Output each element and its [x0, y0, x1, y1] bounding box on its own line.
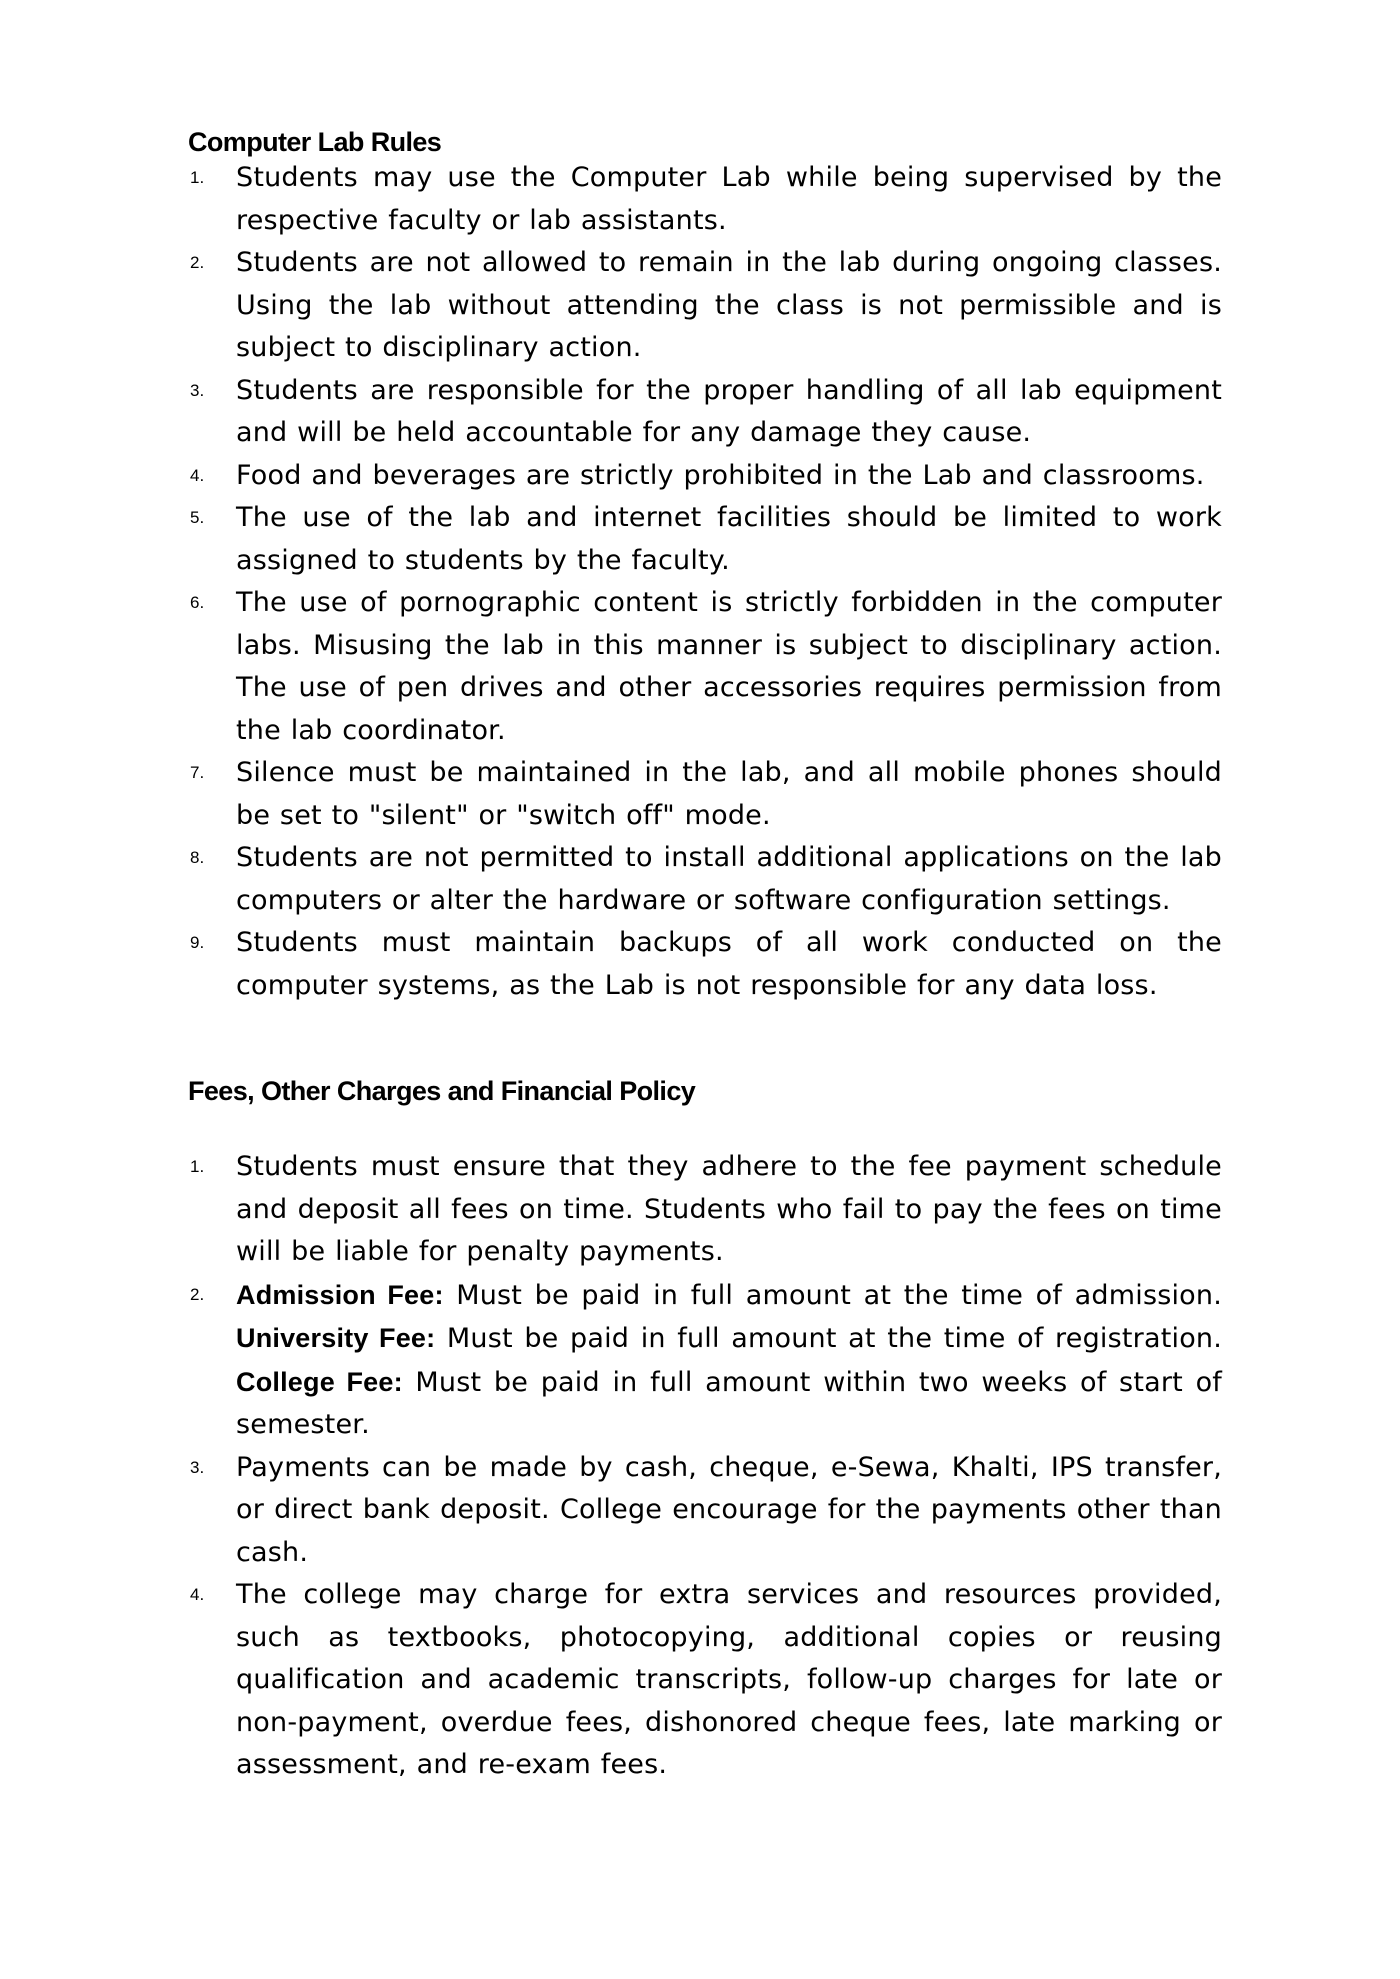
item-number: 5.: [190, 508, 205, 527]
item-number: 9.: [190, 933, 205, 952]
item-number: 3.: [190, 380, 205, 400]
item-number: 2.: [190, 1284, 205, 1304]
item-text: Students are not permitted to install additional applications on the lab computers or alter the hardware or software configuration settings.: [236, 842, 1222, 916]
item-text: Food and beverages are strictly prohibited in the Lab and classrooms.: [236, 459, 1205, 491]
item-text: The use of pornographic content is strictly forbidden in the computer labs. Misusing the lab in this manner is subject to disciplinary action. The use of pen drives and other accessories requires permission from the lab coordinator.: [236, 587, 1222, 746]
college-fee-label: College Fee:: [236, 1366, 403, 1397]
list-item: [0, 157, 1400, 242]
list-item: [0, 922, 1400, 1007]
list-item: [0, 370, 1400, 455]
university-fee-text: Must be paid in full amount at the time of registration.: [435, 1323, 1223, 1354]
item-number: 1.: [190, 168, 205, 187]
item-text: Students must ensure that they adhere to the fee payment schedule and deposit all fees on time. Students who fail to pay the fees on time will be liable for penalty payments.: [236, 1151, 1222, 1267]
item-text: The use of the lab and internet facilities should be limited to work assigned to students by the faculty.: [236, 502, 1222, 576]
list-item: [0, 1447, 1400, 1575]
item-text: Students may use the Computer Lab while being supervised by the respective faculty or lab assistants.: [236, 162, 1222, 236]
item-number: 4.: [190, 1585, 205, 1604]
item-text: Students are responsible for the proper handling of all lab equipment and will be held accountable for any damage they cause.: [236, 374, 1222, 448]
list-item: [0, 1274, 1400, 1447]
item-text: Silence must be maintained in the lab, and all mobile phones should be set to "silent" or "switch off" mode.: [236, 757, 1222, 831]
item-number: 7.: [190, 763, 205, 782]
list-item: [0, 752, 1400, 837]
list-item: [0, 242, 1400, 370]
item-number: 1.: [190, 1157, 205, 1176]
fees-policy-list: [0, 1146, 1400, 1787]
item-text: The college may charge for extra services and resources provided, such as textbooks, photocopying, additional copies or reusing qualification and academic transcripts, follow-up charges for late or non-payment, overdue fees, dishonored cheque fees, late marking or assessment, and re-exam fees.: [236, 1579, 1222, 1780]
list-item: [0, 1574, 1400, 1787]
university-fee-label: University Fee:: [236, 1323, 436, 1353]
list-item: [0, 582, 1400, 752]
section-heading-computer-lab-rules: Computer Lab Rules: [188, 127, 442, 157]
college-fee-text: Must be paid in full amount within two weeks of start of semester.: [236, 1366, 1223, 1440]
section-heading-fees-financial-policy: Fees, Other Charges and Financial Policy: [188, 1076, 696, 1106]
item-number: 3.: [190, 1457, 205, 1477]
admission-fee-text: Must be paid in full amount at the time of admission.: [443, 1279, 1222, 1311]
list-item: [0, 837, 1400, 922]
computer-lab-rules-list: [0, 157, 1400, 1007]
item-text: Payments can be made by cash, cheque, e-Sewa, Khalti, IPS transfer, or direct bank deposit. College encourage for the payments other than cash.: [236, 1451, 1222, 1568]
list-item: [0, 455, 1400, 498]
item-text: [236, 1274, 1222, 1447]
item-number: 2.: [190, 253, 205, 272]
item-number: 6.: [190, 593, 205, 612]
list-item: [0, 1146, 1400, 1274]
item-number: 4.: [190, 465, 205, 485]
item-text: Students must maintain backups of all work conducted on the computer systems, as the Lab is not responsible for any data loss.: [236, 927, 1222, 1001]
admission-fee-label: Admission Fee:: [236, 1279, 444, 1310]
item-text: Students are not allowed to remain in the lab during ongoing classes. Using the lab without attending the class is not permissible and is subject to disciplinary action.: [236, 247, 1222, 363]
item-number: 8.: [190, 848, 205, 867]
list-item: [0, 497, 1400, 582]
